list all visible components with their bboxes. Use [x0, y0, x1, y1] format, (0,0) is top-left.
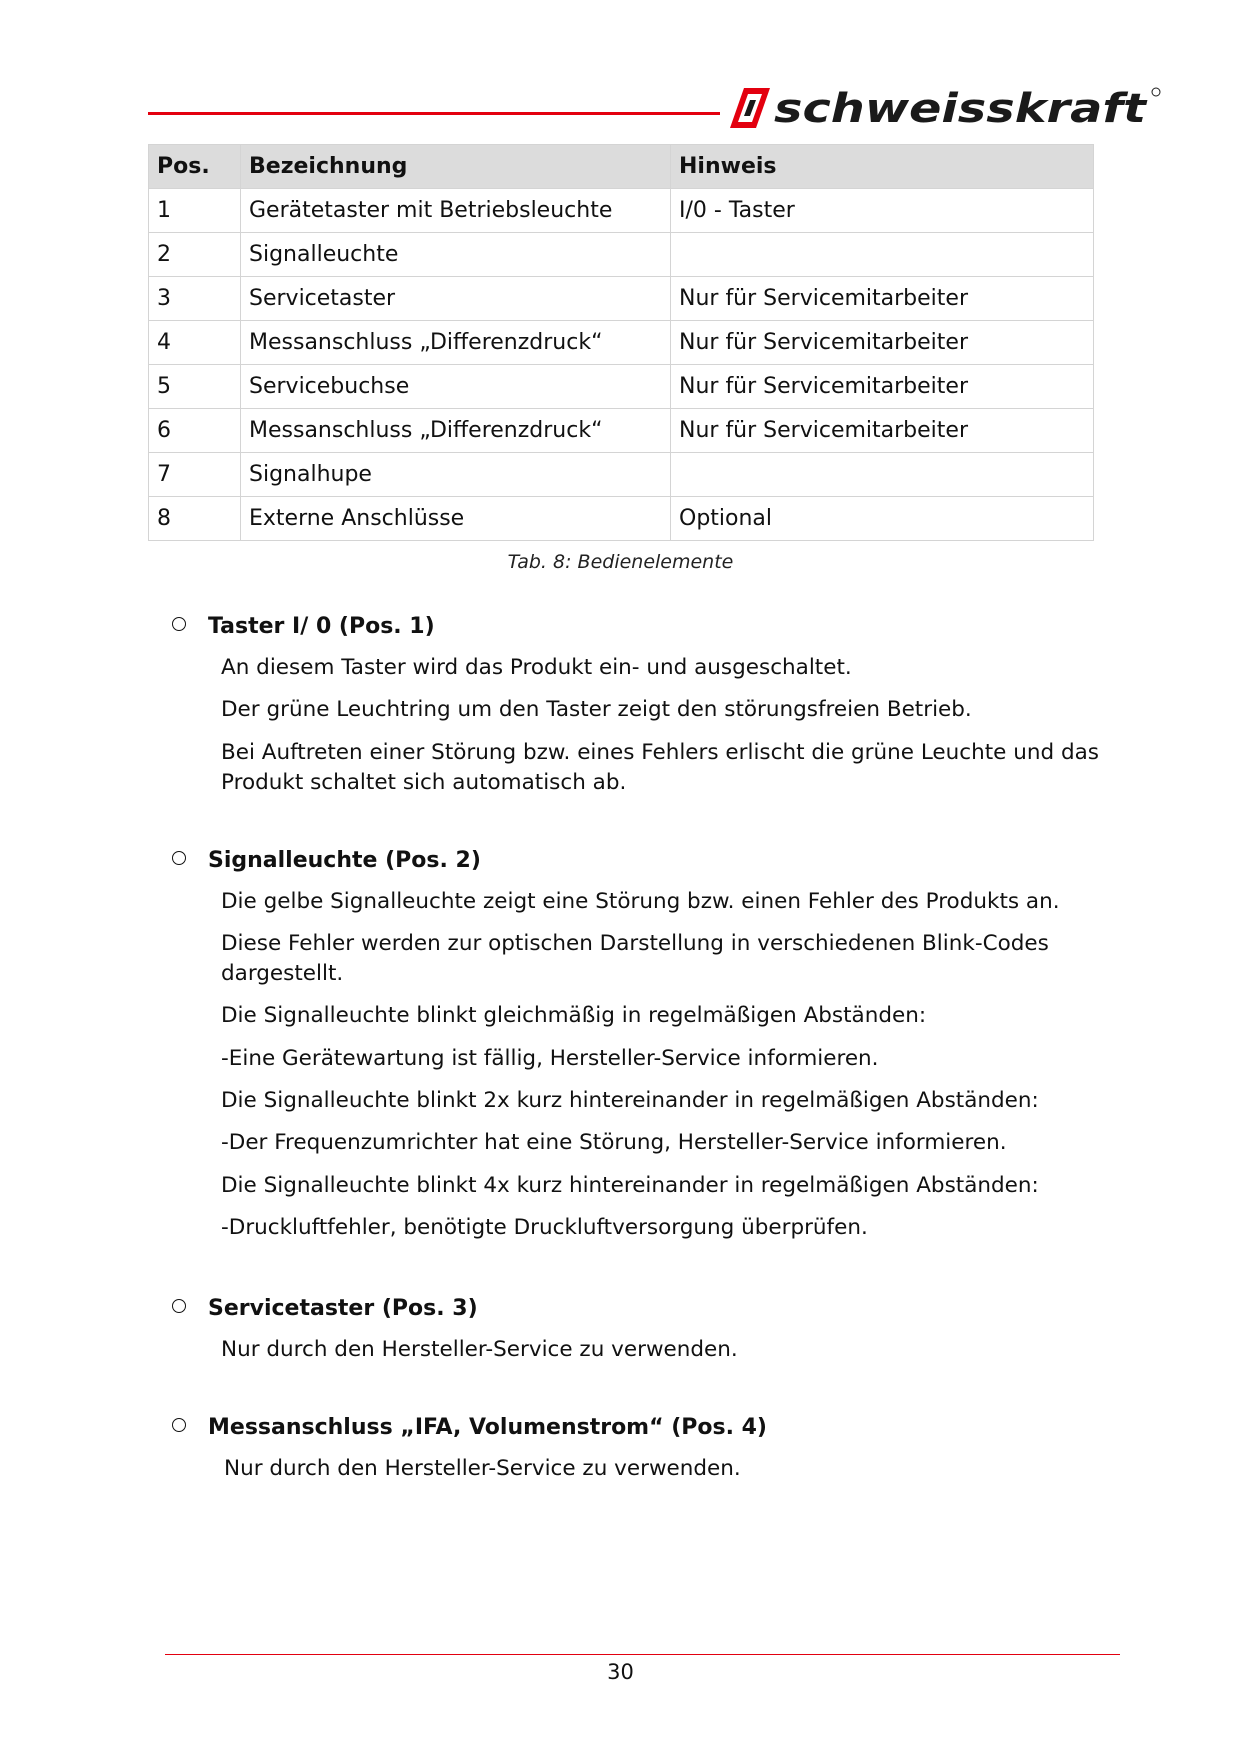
- circle-bullet-icon: [172, 1299, 186, 1313]
- paragraph: Diese Fehler werden zur optischen Darstellung in verschiedenen Blink-Codes dargestellt.: [221, 931, 1049, 986]
- cell-bezeichnung: Gerätetaster mit Betriebsleuchte: [241, 189, 671, 233]
- cell-hinweis: I/0 - Taster: [671, 189, 1094, 233]
- paragraph: Die Signalleuchte blinkt 2x kurz hintereinander in regelmäßigen Abständen:: [221, 1088, 1039, 1113]
- table-row: [149, 233, 1094, 277]
- cell-bezeichnung: Servicetaster: [241, 277, 671, 321]
- header-pos: Pos.: [149, 145, 241, 189]
- table-row: [149, 365, 1094, 409]
- cell-pos: 8: [149, 497, 241, 541]
- table-row: [149, 409, 1094, 453]
- cell-hinweis: Nur für Servicemitarbeiter: [671, 409, 1094, 453]
- table-caption: Tab. 8: Bedienelemente: [507, 551, 734, 573]
- cell-bezeichnung: Messanschluss „Differenzdruck“: [241, 321, 671, 365]
- table-row: [149, 277, 1094, 321]
- cell-hinweis: Optional: [671, 497, 1094, 541]
- cell-pos: 4: [149, 321, 241, 365]
- header-rule: [148, 112, 720, 115]
- circle-bullet-icon: [172, 851, 186, 865]
- table-row: [149, 497, 1094, 541]
- paragraph: -Druckluftfehler, benötigte Druckluftversorgung überprüfen.: [221, 1215, 868, 1240]
- table-row: [149, 189, 1094, 233]
- cell-bezeichnung: Externe Anschlüsse: [241, 497, 671, 541]
- table-row: [149, 321, 1094, 365]
- table-row: [149, 453, 1094, 497]
- circle-bullet-icon: [172, 617, 186, 631]
- cell-hinweis: Nur für Servicemitarbeiter: [671, 277, 1094, 321]
- footer-rule: [165, 1654, 1120, 1655]
- paragraph: Die Signalleuchte blinkt gleichmäßig in regelmäßigen Abständen:: [221, 1003, 927, 1028]
- controls-table: [148, 144, 1094, 541]
- paragraph: -Der Frequenzumrichter hat eine Störung, Hersteller-Service informieren.: [221, 1130, 1007, 1155]
- section-title: Taster I/ 0 (Pos. 1): [208, 614, 435, 639]
- cell-pos: 6: [149, 409, 241, 453]
- schweisskraft-logo: [724, 82, 1164, 134]
- cell-pos: 2: [149, 233, 241, 277]
- cell-pos: 7: [149, 453, 241, 497]
- cell-pos: 3: [149, 277, 241, 321]
- cell-hinweis: [671, 453, 1094, 497]
- cell-hinweis: Nur für Servicemitarbeiter: [671, 321, 1094, 365]
- paragraph: -Eine Gerätewartung ist fällig, Hersteller-Service informieren.: [221, 1046, 879, 1071]
- paragraph: Nur durch den Hersteller-Service zu verwenden.: [224, 1456, 741, 1481]
- paragraph: Bei Auftreten einer Störung bzw. eines Fehlers erlischt die grüne Leuchte und das Produkt schaltet sich automatisch ab.: [221, 740, 1099, 795]
- section-title: Signalleuchte (Pos. 2): [208, 848, 481, 873]
- cell-bezeichnung: Servicebuchse: [241, 365, 671, 409]
- logo-wordmark: schweisskraft: [774, 86, 1149, 132]
- cell-pos: 5: [149, 365, 241, 409]
- cell-bezeichnung: Signalleuchte: [241, 233, 671, 277]
- paragraph: Der grüne Leuchtring um den Taster zeigt den störungsfreien Betrieb.: [221, 697, 972, 722]
- paragraph: Nur durch den Hersteller-Service zu verwenden.: [221, 1337, 738, 1362]
- cell-hinweis: [671, 233, 1094, 277]
- table-header-row: [149, 145, 1094, 189]
- cell-bezeichnung: Messanschluss „Differenzdruck“: [241, 409, 671, 453]
- paragraph: An diesem Taster wird das Produkt ein- und ausgeschaltet.: [221, 655, 852, 680]
- section-title: Servicetaster (Pos. 3): [208, 1296, 478, 1321]
- cell-bezeichnung: Signalhupe: [241, 453, 671, 497]
- section-title: Messanschluss „IFA, Volumenstrom“ (Pos. 4): [208, 1415, 767, 1440]
- paragraph: Die Signalleuchte blinkt 4x kurz hintereinander in regelmäßigen Abständen:: [221, 1173, 1039, 1198]
- page-number: 30: [607, 1660, 634, 1684]
- logo-mark-icon: [730, 88, 770, 128]
- paragraph: Die gelbe Signalleuchte zeigt eine Störung bzw. einen Fehler des Produkts an.: [221, 889, 1060, 914]
- circle-bullet-icon: [172, 1418, 186, 1432]
- cell-pos: 1: [149, 189, 241, 233]
- registered-icon: [1152, 88, 1160, 96]
- cell-hinweis: Nur für Servicemitarbeiter: [671, 365, 1094, 409]
- header-bezeichnung: Bezeichnung: [241, 145, 671, 189]
- header-hinweis: Hinweis: [671, 145, 1094, 189]
